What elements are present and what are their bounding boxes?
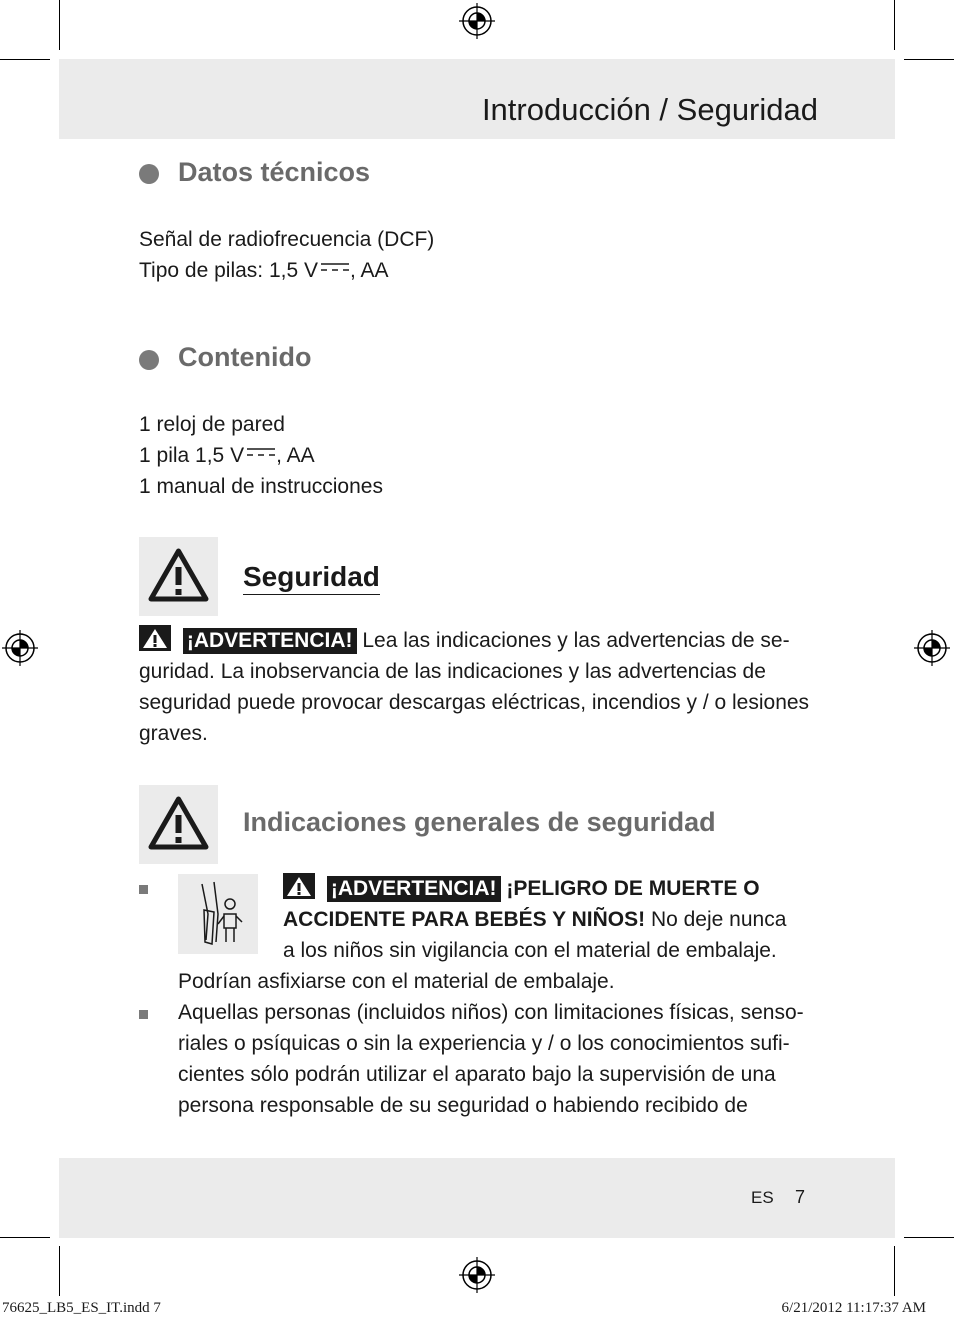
warning-triangle-icon — [139, 537, 218, 616]
content-item-2-suffix: , AA — [276, 444, 315, 467]
content-item-2-label: 1 pila 1,5 V — [139, 444, 245, 467]
safety-text-line-2: guridad. La inobservancia de las indicaciones y las advertencias de — [139, 660, 766, 683]
section-heading-general-safety: Indicaciones generales de seguridad — [243, 807, 716, 837]
bullet-1-line-2: No deje nunca — [645, 908, 787, 931]
safety-paragraph — [139, 625, 829, 749]
crop-mark — [59, 0, 60, 50]
safety-text-line-4: graves. — [139, 722, 208, 745]
registration-mark-icon — [2, 630, 38, 666]
bullet-1-line-3: a los niños sin vigilancia con el material de embalaje. — [283, 939, 777, 962]
warning-badge-icon — [283, 873, 315, 899]
warning-badge-icon — [139, 625, 171, 651]
child-hazard-pictogram — [178, 874, 258, 954]
crop-mark — [894, 0, 895, 50]
registration-mark-icon — [459, 1257, 495, 1293]
content-item-1: 1 reloj de pared — [139, 413, 285, 436]
crop-mark — [59, 1246, 60, 1296]
page-title: Introducción / Seguridad — [481, 92, 818, 127]
warning-label: ¡ADVERTENCIA! — [327, 876, 501, 902]
registration-mark-icon — [459, 3, 495, 39]
safety-text-line-3: seguridad puede provocar descargas eléctricas, incendios y / o lesiones — [139, 691, 810, 714]
bullet-2-line-1: Aquellas personas (incluidos niños) con limitaciones físicas, senso- — [178, 1001, 804, 1024]
section-heading-content: Contenido — [178, 342, 312, 372]
dc-symbol-icon — [247, 448, 275, 456]
crop-mark — [904, 59, 954, 60]
bullet-2-line-4: persona responsable de su seguridad o habiendo recibido de — [178, 1094, 748, 1117]
page-number: 7 — [795, 1187, 806, 1207]
tech-line-1: Señal de radiofrecuencia (DCF) — [139, 228, 435, 251]
crop-mark — [894, 1246, 895, 1296]
section-heading-tech: Datos técnicos — [178, 157, 371, 187]
registration-mark-icon — [914, 630, 950, 666]
content-item-2 — [139, 440, 315, 471]
warning-triangle-icon — [139, 785, 218, 864]
bullet-1-text — [283, 873, 843, 966]
bullet-1-line-2-bold: ACCIDENTE PARA BEBÉS Y NIÑOS! — [283, 908, 646, 931]
crop-mark — [0, 1237, 50, 1238]
battery-type-suffix: , AA — [350, 259, 389, 282]
bullet-2-line-3: cientes sólo podrán utilizar el aparato bajo la supervisión de una — [178, 1063, 776, 1086]
warning-icon-box — [139, 785, 218, 864]
section-heading-safety: Seguridad — [243, 560, 380, 595]
child-packaging-icon — [178, 874, 258, 954]
list-bullet — [139, 1010, 148, 1019]
bullet-1-line-1: ¡PELIGRO DE MUERTE O — [500, 877, 760, 900]
warning-label: ¡ADVERTENCIA! — [183, 628, 357, 654]
footer-language: ES — [751, 1188, 774, 1207]
safety-text-line-1: Lea las indicaciones y las advertencias de se- — [356, 629, 790, 652]
bullet-1-line-4: Podrían asfixiarse con el material de embalaje. — [178, 970, 615, 993]
section-bullet — [139, 164, 159, 184]
warning-icon-box — [139, 537, 218, 616]
print-slug-timestamp: 6/21/2012 11:17:37 AM — [781, 1300, 926, 1316]
dc-symbol-icon — [321, 263, 349, 271]
crop-mark — [0, 59, 50, 60]
tech-line-2 — [139, 255, 389, 286]
bullet-2-text — [178, 997, 838, 1121]
content-item-3: 1 manual de instrucciones — [139, 475, 383, 498]
section-bullet — [139, 350, 159, 370]
print-slug-file: 76625_LB5_ES_IT.indd 7 — [2, 1300, 161, 1316]
bullet-2-line-2: riales o psíquicas o sin la experiencia y / o los conocimientos sufi- — [178, 1032, 790, 1055]
list-bullet — [139, 885, 148, 894]
crop-mark — [904, 1237, 954, 1238]
battery-type-label: Tipo de pilas: 1,5 V — [139, 259, 318, 282]
